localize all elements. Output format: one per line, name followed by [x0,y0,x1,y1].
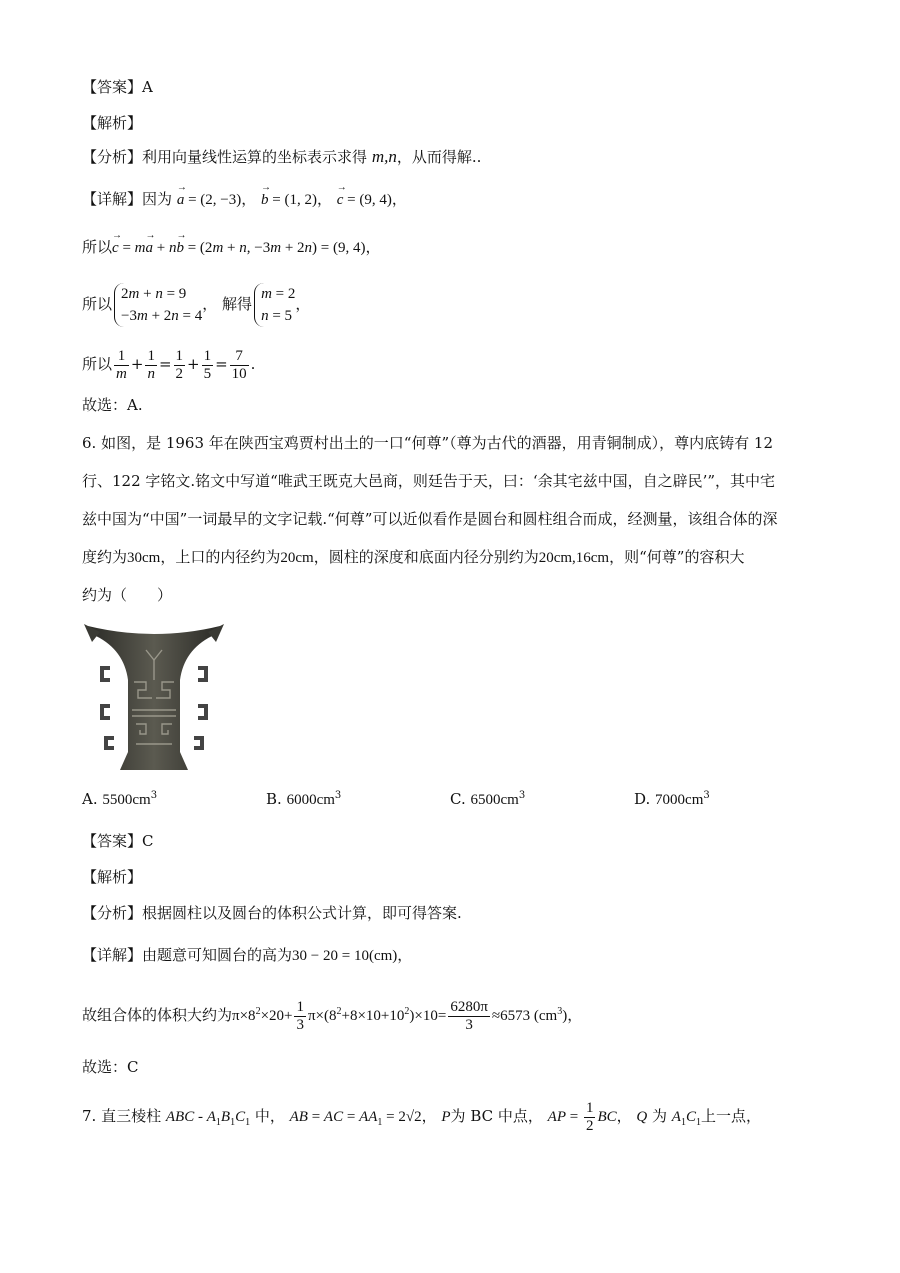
q6-analysis-text: 根据圆柱以及圆台的体积公式计算，即可得答案. [142,904,462,922]
choice-c-sup: 3 [518,790,526,801]
depth-value: 30cm [127,550,161,566]
q6-line4-a: 度约为 [82,548,128,566]
q7-tail: 上一点， [700,1107,761,1125]
choice-b[interactable] [266,790,341,809]
choice-a-value: 5500cm [102,792,151,808]
segment-a1c1: $A_1C_1$ [671,1109,701,1128]
q5-analysis [82,146,481,168]
choice-d-sup: 3 [703,790,710,801]
choice-b-letter: B. [266,790,282,808]
q6-line-2: 行、122 字铭文.铭文中写道“唯武王既克大邑商，则廷告于天，曰：‘余其宅兹中国，自之辟民’”，其中宅 [82,472,776,490]
volume-formula: $\pi\times 8^2\times 20+$ $\frac{1}{3}$ $\pi\times(8^2+8\times 10+10^2)\times 10=$ $\frac{6280\pi}{3}$ ≈6573 $(cm^3)$ [232,999,568,1034]
q6-answer: 【答案】C [82,832,154,850]
q5-system: 所以 2m + n = 9 −3m + 2n = 4 ， 解得 m = 2 n = 5 ， [82,280,310,328]
analysis-text-tail: ，从而得解.. [396,148,482,166]
ap-equation: AP = $\frac{1}{2}$ BC [547,1100,617,1135]
choice-d-letter: D. [634,790,651,808]
q5-answer: 【答案】A [82,78,153,96]
choice-c-letter: C. [450,790,466,808]
bronze-vessel-image [84,620,224,774]
detail-intro: 因为 [142,190,173,208]
choice-a-sup: 3 [150,790,158,801]
q7-bc-mid: 为 BC 中点， [450,1107,543,1125]
detail-label: 【详解】 [82,190,143,208]
q6-detail-label: 【详解】 [82,946,143,964]
solution-system: m = 2 n = 5 [254,283,295,327]
frac-1-2: $\frac{1}{2}$ [175,347,184,382]
choice-b-sup: 3 [334,790,342,801]
q6-line4-d: ，则“何尊”的容积大 [609,548,745,566]
choice-d[interactable] [634,790,710,809]
q6-line-3: 兹中国为“中国”一词最早的文字记载.“何尊”可以近似看作是圆台和圆柱组合而成，经测量，该组合体的深 [82,510,778,528]
q5-combo: 所以→ c = m→ a + n→ b = (2m + n, −3m + 2n) = (9, 4)， [82,236,381,259]
q7-line-1: 7. 直三棱柱 ABC - $A_1B_1C_1$ 中， AB = AC = $AA_1 = 2√2$， P为 BC 中点， AP = $\frac{1}{2}$ BC， Q 为 $A_1C_1$上一点， [82,1100,761,1135]
point-q: Q [636,1109,648,1125]
q6-detail: 【详解】由题意可知圆台的高为30 − 20 = 10(cm)， [82,946,413,964]
q6-volume: 故组合体的体积大约为$\pi\times 8^2\times 20+$ $\frac{1}{3}$ $\pi\times(8^2+8\times 10+10^2)\times 10=$ $\frac{6280\pi}{3}$ ≈6573 $(cm^3)$， [82,999,583,1034]
frac-1-5: $\frac{1}{5}$ [203,347,212,382]
q5-choose: 故选：A. [82,396,143,414]
volume-intro: 故组合体的体积大约为 [82,1006,233,1024]
q6-line-4 [82,546,744,569]
q5-analysis-heading: 【解析】 [82,114,143,132]
equation-system: 2m + n = 9 −3m + 2n = 4 [114,283,202,327]
q6-line4-b: ，上口的内径约为 [160,548,281,566]
frac-7-10: $\frac{7}{10}$ [231,347,247,382]
analysis-label: 【分析】 [82,148,143,166]
q6-detail-text: 由题意可知圆台的高为 [142,946,293,964]
choice-b-value: 6000cm [286,792,335,808]
q6-choose: 故选：C [82,1058,139,1076]
solve-label: 解得 [222,295,253,313]
q6-line-5: 约为（ ） [82,586,173,604]
combo-equation: → c = m→ a + n→ b = (2m + n, −3m + 2n) = (9, 4) [112,240,365,256]
math-mn: m,n [371,147,397,166]
q6-analysis-label: 【分析】 [82,904,143,922]
choice-a-letter: A. [82,790,98,808]
height-equation: 30 − 20 = 10(cm) [292,948,398,964]
q5-result: 所以 $\frac{1}{m}$ + $\frac{1}{n}$ = $\frac{1}{2}$ + $\frac{1}{5}$ = $\frac{7}{10}$ . [82,347,256,382]
so-label-2: 所以 [82,295,113,313]
q5-detail: 【详解】因为 → a = (2, −3)， → b = (1, 2)， → c = (9, 4)， [82,188,407,211]
frac-1-n: $\frac{1}{n}$ [147,347,155,382]
edge-equation: AB = AC = $AA_1 = 2√2$ [289,1109,422,1128]
so-label: 所以 [82,238,113,256]
q6-analysis-heading: 【解析】 [82,868,143,886]
q7-prefix: 7. 直三棱柱 [82,1107,162,1125]
q6-analysis [82,902,462,924]
vector-b: → b = (1, 2) [261,192,317,208]
so-label-3: 所以 [82,355,113,373]
prism-name: ABC - $A_1B_1C_1$ [165,1109,251,1128]
top-diameter-value: 20cm [280,550,314,566]
vector-c: → c = (9, 4) [337,192,392,208]
choice-c-value: 6500cm [470,792,519,808]
choice-d-value: 7000cm [655,792,704,808]
cylinder-values: 20cm,16cm [538,550,610,566]
frac-1-m: $\frac{1}{m}$ [116,347,127,382]
analysis-text: 利用向量线性运算的坐标表示求得 [142,148,368,166]
q6-line4-c: ，圆柱的深度和底面内径分别约为 [313,548,539,566]
point-p: P [441,1109,451,1125]
choice-a[interactable] [82,790,157,809]
choice-c[interactable] [450,790,525,809]
vector-a: → a = (2, −3) [177,192,241,208]
q6-line-1: 6. 如图，是 1963 年在陕西宝鸡贾村出土的一口“何尊”（尊为古代的酒器，用青铜制成），尊内底铸有 12 [82,434,773,452]
